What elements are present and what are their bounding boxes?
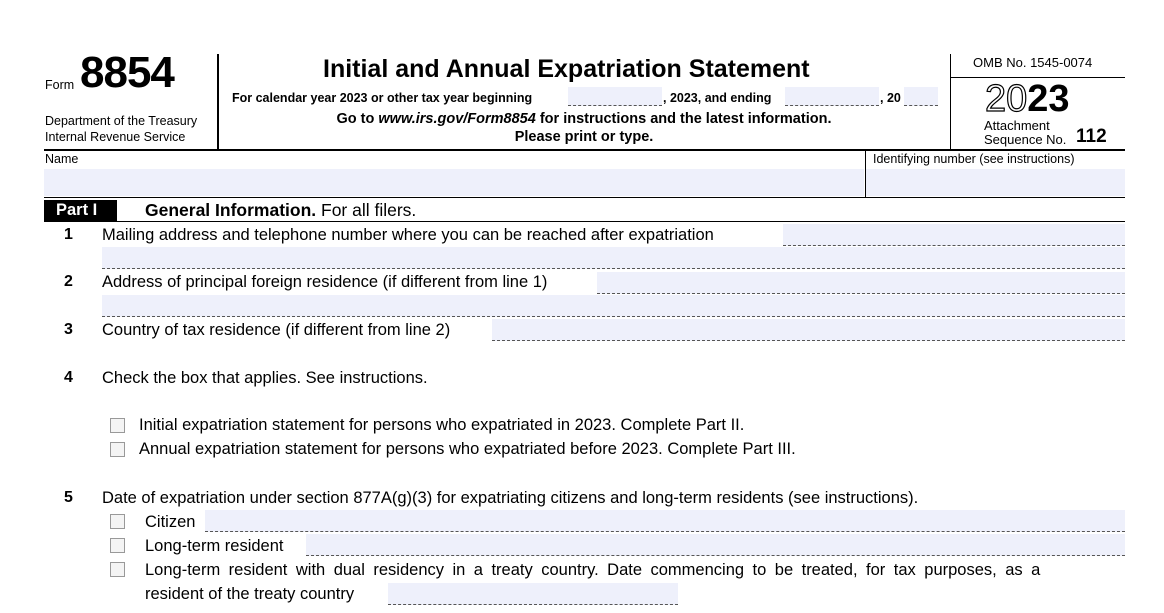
line-3-number: 3 — [64, 321, 73, 338]
form-title: Initial and Annual Expatriation Statement — [323, 55, 810, 83]
line-3-label: Country of tax residence (if different from line 2) — [102, 321, 451, 339]
line-2-number: 2 — [64, 273, 73, 290]
citizen-date-input[interactable] — [205, 510, 1125, 532]
sequence-number: 112 — [1076, 126, 1107, 147]
header-bottom-rule — [44, 149, 1125, 151]
form-prefix: Form — [45, 78, 75, 92]
instructions-note — [219, 111, 949, 127]
irs-url-link[interactable]: www.irs.gov/Form8854 — [378, 111, 536, 127]
dual-residency-label-line2: resident of the treaty country — [145, 585, 355, 603]
dual-residency-checkbox[interactable] — [110, 562, 125, 577]
initial-statement-checkbox[interactable] — [110, 418, 125, 433]
omb-number: OMB No. 1545-0074 — [973, 55, 1093, 70]
initial-statement-label: Initial expatriation statement for persons who expatriated in 2023. Complete Part II. — [139, 416, 745, 434]
sequence-label: Sequence No. — [984, 132, 1067, 147]
calendar-suffix-label: , 20 — [880, 91, 901, 105]
part1-rule — [44, 221, 1125, 222]
line-4-label: Check the box that applies. See instructions. — [102, 369, 428, 387]
irs-line: Internal Revenue Service — [45, 130, 186, 144]
identifying-number-label: Identifying number (see instructions) — [873, 152, 1075, 166]
tax-year — [985, 77, 1070, 121]
long-term-resident-label: Long-term resident — [145, 537, 284, 555]
dual-residency-label-line1: Long-term resident with dual residency in a treaty country. Date commencing to be treated, for tax purposes, as a — [145, 561, 1041, 579]
tax-year-end-suffix-field[interactable] — [904, 87, 938, 106]
identifying-number-input[interactable] — [866, 169, 1125, 196]
line-5-number: 5 — [64, 489, 73, 506]
print-note: Please print or type. — [514, 129, 654, 145]
name-row-bottom-rule — [44, 197, 1125, 198]
part1-tag — [44, 200, 117, 221]
department-line: Department of the Treasury — [45, 114, 198, 128]
citizen-checkbox[interactable] — [110, 514, 125, 529]
form-header — [0, 0, 1164, 150]
line-1-input-b[interactable] — [102, 247, 1125, 269]
citizen-label: Citizen — [145, 513, 196, 531]
part1-title: General Information. — [145, 200, 317, 220]
line-2-label: Address of principal foreign residence (if different from line 1) — [102, 273, 548, 291]
line-1-label: Mailing address and telephone number where you can be reached after expatriation — [102, 226, 714, 244]
header-divider-right — [950, 54, 951, 150]
tax-year-begin-field[interactable] — [568, 87, 662, 106]
goto-suffix: for instructions and the latest information. — [535, 111, 832, 127]
part1-tag-text: Part I — [56, 201, 98, 219]
long-term-resident-checkbox[interactable] — [110, 538, 125, 553]
dual-residency-date-input[interactable] — [388, 583, 678, 605]
line-1-number: 1 — [64, 226, 73, 243]
line-2-input-a[interactable] — [597, 272, 1125, 294]
form-number: 8854 — [80, 48, 174, 97]
name-input[interactable] — [44, 169, 864, 196]
line-5-label: Date of expatriation under section 877A(g)(3) for expatriating citizens and long-term residents (see instructions). — [102, 489, 919, 507]
line-1-input-a[interactable] — [783, 224, 1125, 246]
name-label: Name — [45, 152, 79, 166]
attachment-label: Attachment — [984, 118, 1050, 133]
line-2-input-b[interactable] — [102, 295, 1125, 317]
calendar-year-label: For calendar year 2023 or other tax year beginning — [232, 91, 533, 105]
tax-year-bold: 23 — [1027, 78, 1070, 120]
line-4-number: 4 — [64, 369, 73, 386]
long-term-resident-date-input[interactable] — [306, 534, 1125, 556]
part1-subtitle: For all filers. — [316, 200, 417, 220]
part1-heading — [145, 200, 416, 221]
calendar-mid-label: , 2023, and ending — [663, 91, 772, 105]
tax-year-outline: 20 — [985, 78, 1028, 120]
annual-statement-label: Annual expatriation statement for persons who expatriated before 2023. Complete Part III. — [139, 440, 796, 458]
goto-prefix: Go to — [336, 111, 379, 127]
annual-statement-checkbox[interactable] — [110, 442, 125, 457]
line-3-input[interactable] — [492, 319, 1125, 341]
tax-year-end-field[interactable] — [785, 87, 879, 106]
